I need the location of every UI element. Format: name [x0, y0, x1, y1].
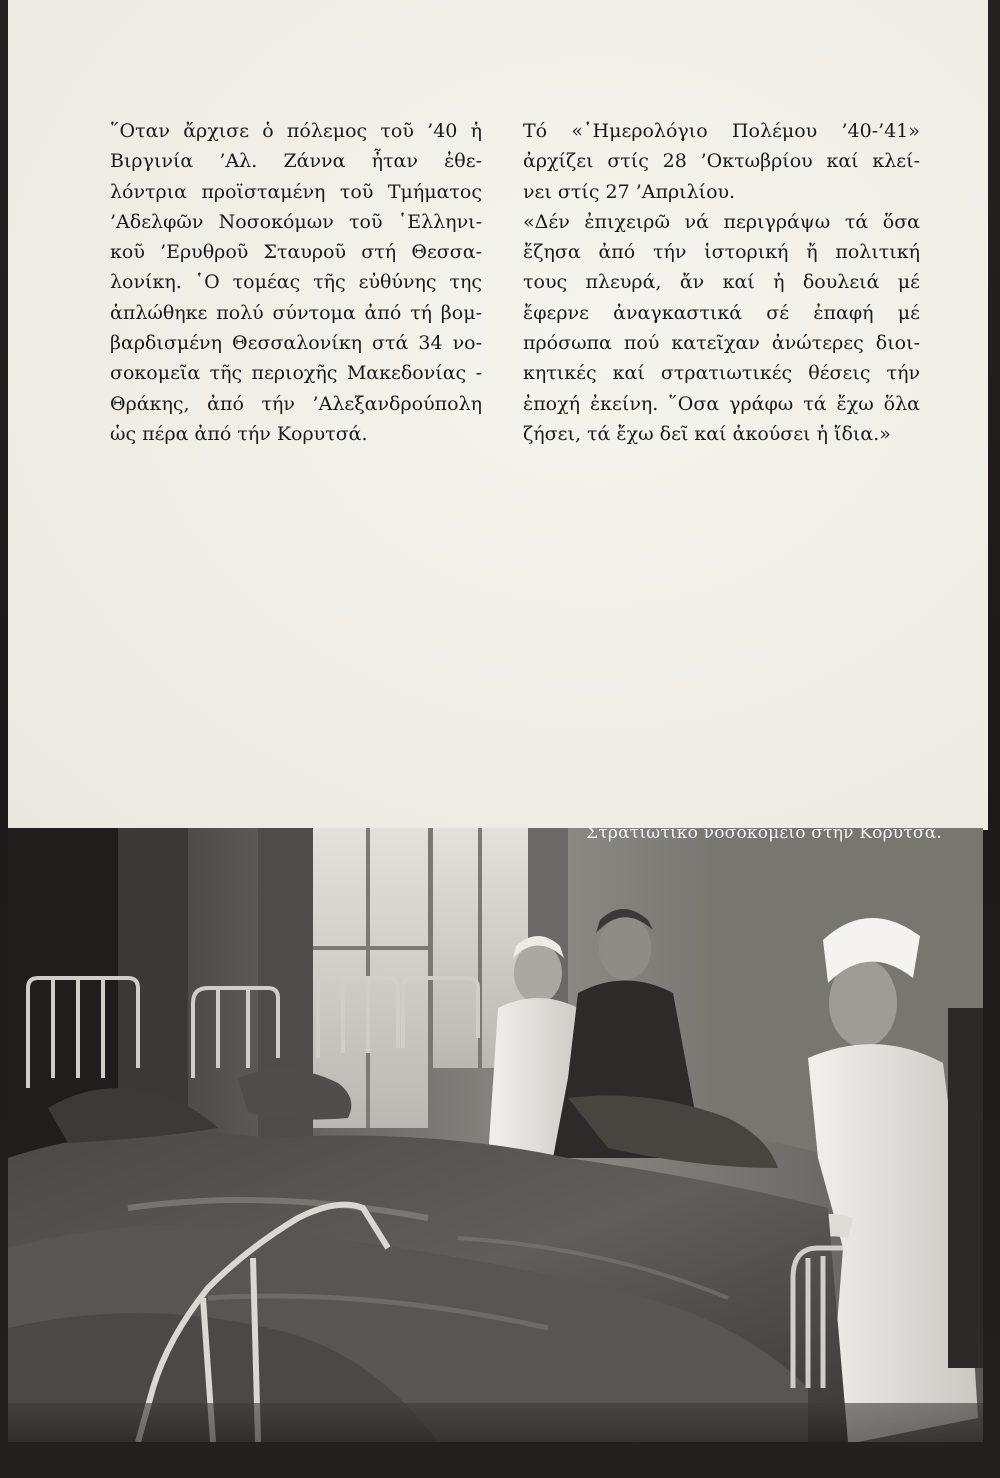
text-line: κοῦ ’Ερυθροῦ Σταυροῦ στή Θεσσα- — [110, 241, 482, 264]
text-line: ἔφερνε ἀναγκαστικά σέ ἐπαφή μέ — [523, 301, 920, 324]
right-text-column — [523, 116, 920, 449]
text-line: ἐποχή ἐκείνη. ῞Οσα γράφω τά ἔχω ὅλα — [523, 392, 920, 415]
text-line: σοκομεῖα τῆς περιοχῆς Μακεδονίας - — [110, 362, 482, 385]
text-line: ὡς πέρα ἀπό τήν Κορυτσά. — [110, 422, 368, 445]
text-panel — [8, 0, 988, 830]
hospital-photo — [8, 828, 983, 1442]
photo-caption: Στρατιωτικό νοσοκομεῖο στήν Κορυτσά. — [586, 823, 942, 843]
text-line: ’Αδελφῶν Νοσοκόμων τοῦ ῾Ελληνι- — [110, 210, 482, 233]
left-text-column — [110, 116, 482, 449]
text-line: Θράκης, ἀπό τήν ’Αλεξανδρούπολη — [110, 392, 482, 415]
text-line: πρόσωπα πού κατεῖχαν ἀνώτερες διοι- — [523, 332, 920, 355]
text-line: ῞Οταν ἄρχισε ὁ πόλεμος τοῦ ’40 ἡ — [110, 120, 482, 142]
text-line: λόντρια προϊσταμένη τοῦ Τμήματος — [110, 180, 482, 203]
text-line: Τό «῾Ημερολόγιο Πολέμου ’40-’41» — [523, 120, 920, 142]
text-line: τους πλευρά, ἄν καί ἡ δουλειά μέ — [523, 271, 920, 294]
text-line: ἔζησα ἀπό τήν ἱστορική ἤ πολιτική — [523, 241, 920, 264]
text-line: νει στίς 27 ’Απριλίου. — [523, 180, 736, 203]
text-line: ζήσει, τά ἔχω δεῖ καί ἀκούσει ἡ ἴδια.» — [523, 422, 891, 445]
text-line: λονίκη. ῾Ο τομέας τῆς εὐθύνης της — [110, 271, 482, 294]
text-line: κητικές καί στρατιωτικές θέσεις τήν — [523, 362, 920, 385]
text-line: Βιργινία ’Αλ. Ζάννα ἦταν ἐθε- — [110, 150, 482, 173]
text-line: ἁπλώθηκε πολύ σύντομα ἀπό τή βομ- — [110, 301, 482, 324]
text-line: ἀρχίζει στίς 28 ’Οκτωβρίου καί κλεί- — [523, 150, 920, 173]
text-line: «Δέν ἐπιχειρῶ νά περιγράψω τά ὅσα — [523, 210, 920, 233]
text-line: βαρδισμένη Θεσσαλονίκη στά 34 νο- — [110, 332, 482, 355]
